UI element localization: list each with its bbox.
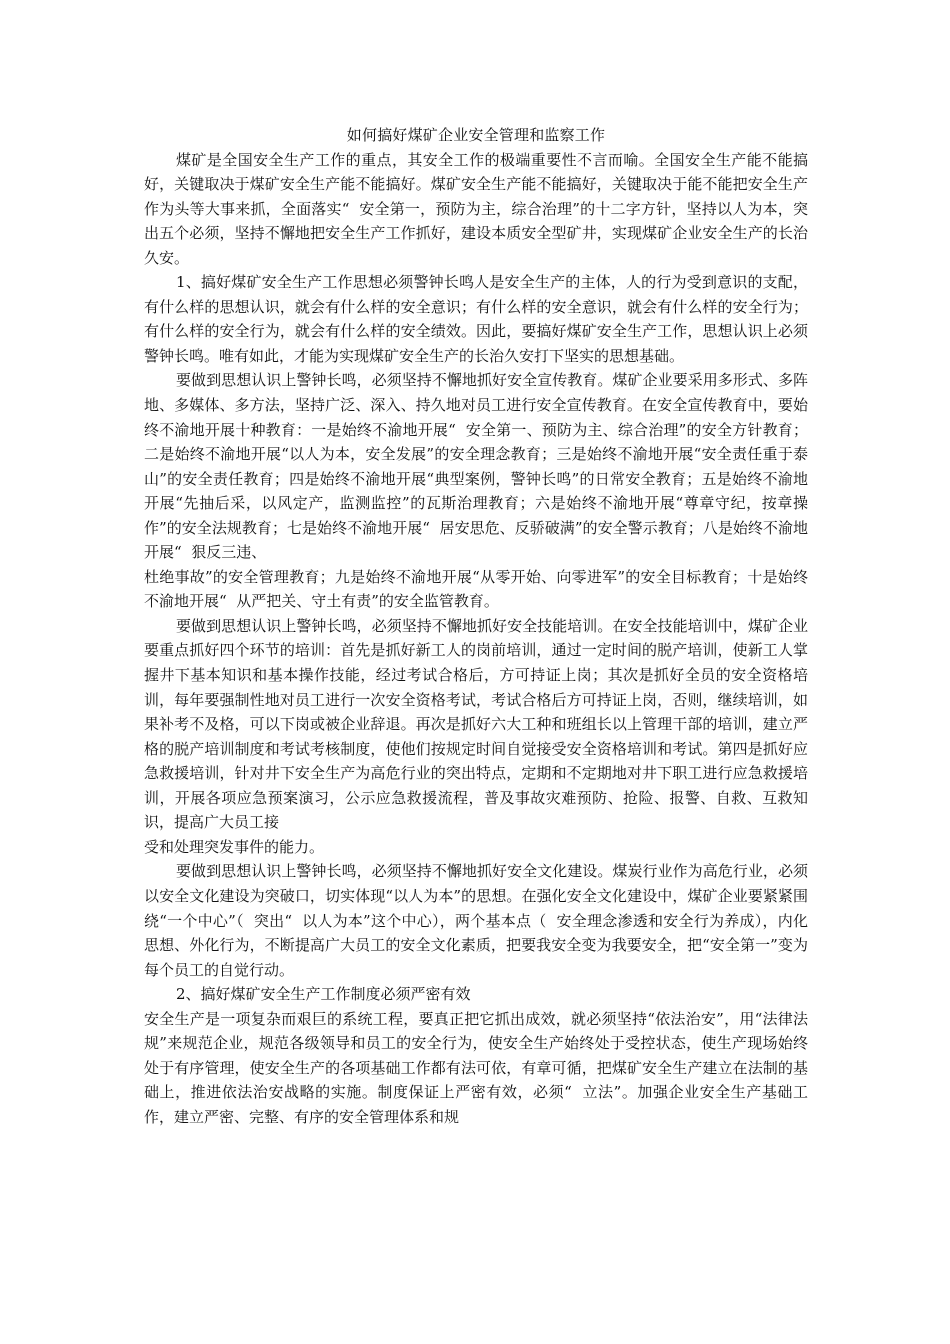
paragraph-safety-education-continued: 杜绝事故”的安全管理教育；九是始终不渝地开展“从零开始、向零进军”的安全目标教育；十是始终不渝地开展“ 从严把关、守土有责”的安全监管教育。 xyxy=(144,567,808,611)
paragraph-section-1-heading: 1、搞好煤矿安全生产工作思想必须警钟长鸣人是安全生产的主体，人的行为受到意识的支配，有什么样的思想认识，就会有什么样的安全意识；有什么样的安全意识，就会有什么样的安全行为；有什么样的安全行为，就会有什么样的安全绩效。因此，要搞好煤矿安全生产工作，思想认识上必须警钟长鸣。唯有如此，才能为实现煤矿安全生产的长治久安打下坚实的思想基础。 xyxy=(144,273,808,365)
paragraph-skills-training-continued: 受和处理突发事件的能力。 xyxy=(144,837,325,856)
paragraph-section-2-heading: 2、搞好煤矿安全生产工作制度必须严密有效 xyxy=(176,985,471,1004)
paragraph-intro: 煤矿是全国安全生产工作的重点，其安全工作的极端重要性不言而喻。全国安全生产能不能搞好，关键取决于煤矿安全生产能不能搞好。煤矿安全生产能不能搞好，关键取决于能不能把安全生产作为头等大事来抓，全面落实“ 安全第一，预防为主，综合治理”的十二字方针，坚持以人为本，突出五个必须，坚持不懈地把安全生产工作抓好，建设本质安全型矿井，实现煤矿企业安全生产的长治久安。 xyxy=(144,150,808,267)
paragraph-skills-training: 要做到思想认识上警钟长鸣，必须坚持不懈地抓好安全技能培训。在安全技能培训中，煤矿企业要重点抓好四个环节的培训：首先是抓好新工人的岗前培训，通过一定时间的脱产培训，使新工人掌握井下基本知识和基本操作技能，经过考试合格后，方可持证上岗；其次是抓好全员的安全资格培训，每年要强制性地对员工进行一次安全资格考试，考试合格后方可持证上岗，否则，继续培训，如果补考不及格，可以下岗或被企业辞退。再次是抓好六大工种和班组长以上管理干部的培训，建立严格的脱产培训制度和考试考核制度，使他们按规定时间自觉接受安全资格培训和考试。第四是抓好应急救援培训，针对井下安全生产为高危行业的突出特点，定期和不定期地对井下职工进行应急救援培训，开展各项应急预案演习，公示应急救援流程，普及事故灾难预防、抢险、报警、自救、互救知识，提高广大员工接 xyxy=(144,616,808,832)
document-title: 如何搞好煤矿企业安全管理和监察工作 xyxy=(346,126,606,144)
paragraph-safety-culture: 要做到思想认识上警钟长鸣，必须坚持不懈地抓好安全文化建设。煤炭行业作为高危行业，必须以安全文化建设为突破口，切实体现“以人为本”的思想。在强化安全文化建设中，煤矿企业要紧紧围绕“一个中心”（ 突出“ 以人为本”这个中心），两个基本点（ 安全理念渗透和安全行为养成），内化思想、外化行为，不断提高广大员工的安全文化素质，把要我安全变为我要安全，把“安全第一”变为每个员工的自觉行动。 xyxy=(144,862,808,979)
document-body xyxy=(144,123,808,1129)
paragraph-rule-of-law: 安全生产是一项复杂而艰巨的系统工程，要真正把它抓出成效，就必须坚持“依法治安”，用“法律法规”来规范企业，规范各级领导和员工的安全行为，使安全生产始终处于受控状态，使生产现场始终处于有序管理，使安全生产的各项基础工作都有法可依，有章可循，把煤矿安全生产建立在法制的基础上，推进依法治安战略的实施。制度保证上严密有效，必须“ 立法”。加强企业安全生产基础工作，建立严密、完整、有序的安全管理体系和规 xyxy=(144,1009,808,1126)
paragraph-safety-education: 要做到思想认识上警钟长鸣，必须坚持不懈地抓好安全宣传教育。煤矿企业要采用多形式、多阵地、多媒体、多方法，坚持广泛、深入、持久地对员工进行安全宣传教育。在安全宣传教育中，要始终不渝地开展十种教育：一是始终不渝地开展“ 安全第一、预防为主、综合治理”的安全方针教育；二是始终不渝地开展“以人为本，安全发展”的安全理念教育；三是始终不渝地开展“安全责任重于泰山”的安全责任教育；四是始终不渝地开展“典型案例，警钟长鸣”的日常安全教育；五是始终不渝地开展“先抽后采，以风定产，监测监控”的瓦斯治理教育；六是始终不渝地开展“尊章守纪，按章操作”的安全法规教育；七是始终不渝地开展“ 居安思危、反骄破满”的安全警示教育；八是始终不渝地开展“ 狠反三违、 xyxy=(144,371,808,562)
